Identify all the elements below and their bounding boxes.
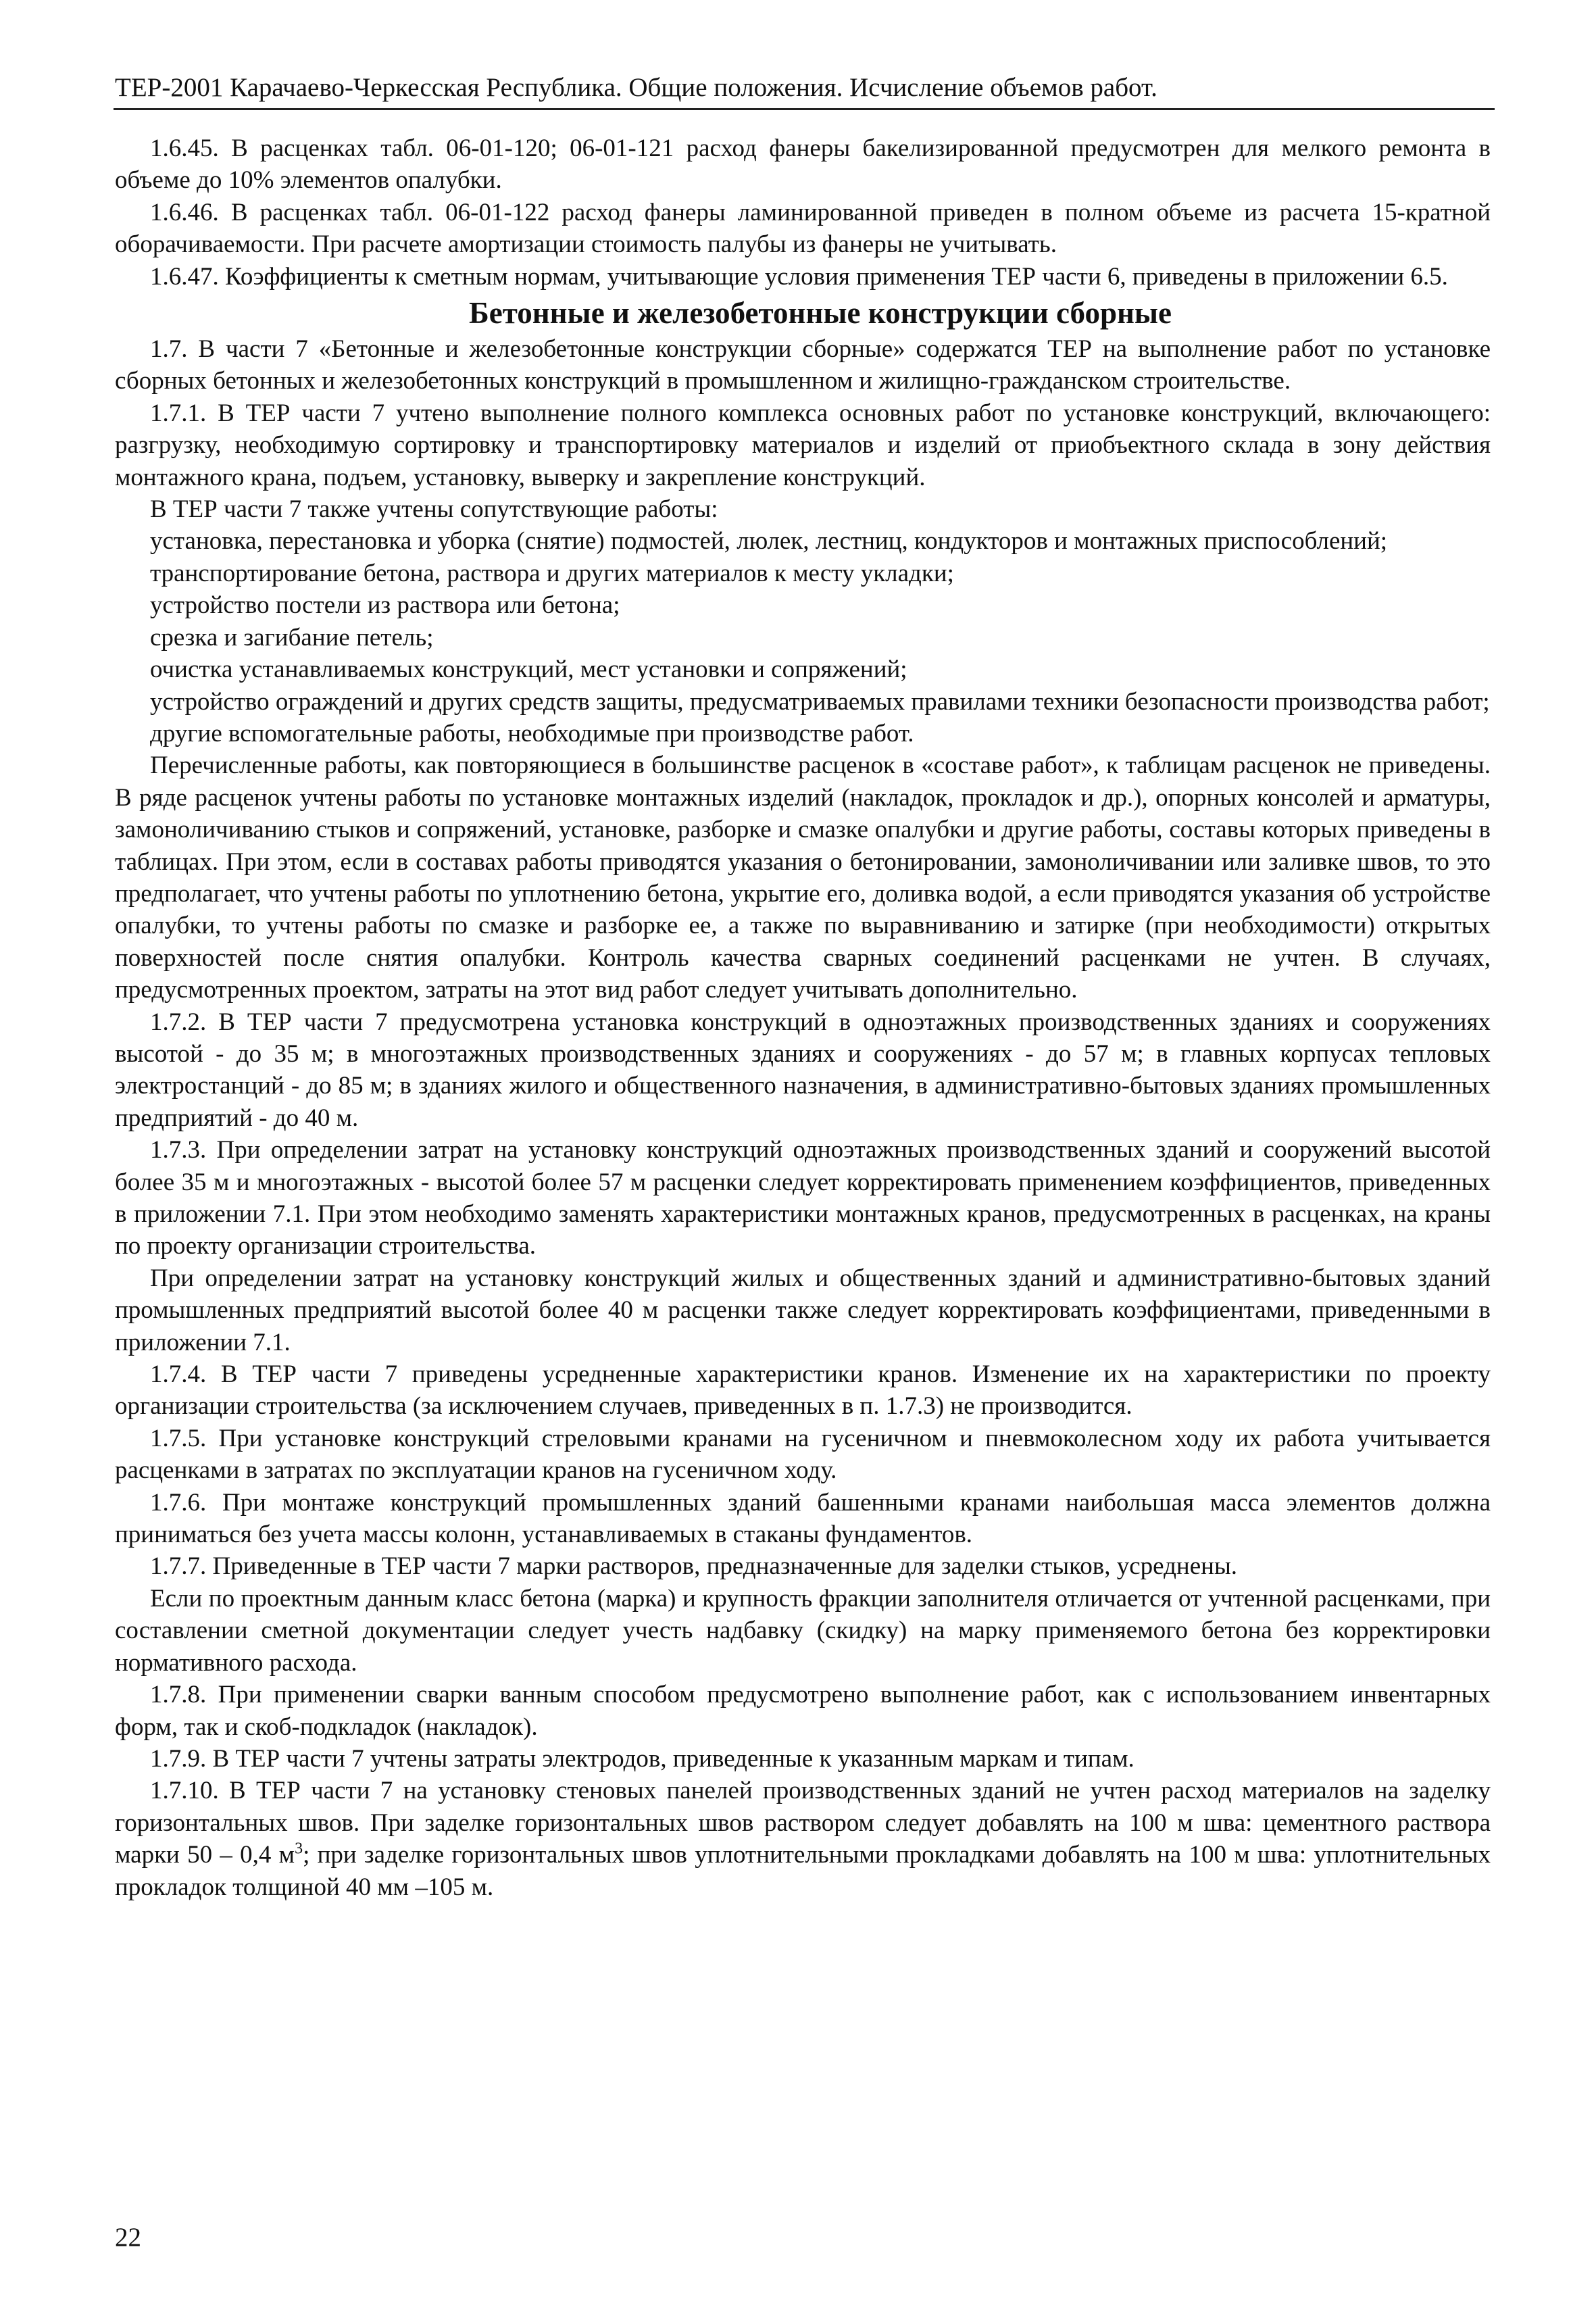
list-item: другие вспомогательные работы, необходимые при производстве работ. (150, 719, 914, 747)
paragraph-1-7-10-text: 1.7.10. В ТЕР части 7 на установку стеновых панелей производственных зданий не учтен расход материалов на заделку горизонтальных швов. При заделке горизонтальных швов раствором следует добавлять на 100 м шва: цементного раствора марки 50 – 0,4 м (115, 1777, 1491, 1869)
paragraph-1-7-7-cont: Если по проектным данным класс бетона (марка) и крупность фракции заполнителя отличается от учтенной расценками, при составлении сметной документации следует учесть надбавку (скидку) на марку применяемого бетона без корректировки нормативного расхода. (115, 1584, 1491, 1677)
paragraph-1-7-3: 1.7.3. При определении затрат на установку конструкций одноэтажных производственных зданий и сооружений высотой более 35 м и многоэтажных - высотой более 57 м расценки следует корректировать применением коэффициентов, приведенных в приложении 7.1. При этом необходимо заменять характеристики монтажных кранов, предусмотренных в расценках, на краны по проекту организации строительства. (115, 1136, 1491, 1260)
body-text (115, 132, 1491, 1903)
paragraph-1-7-10-text-cont: ; при заделке горизонтальных швов уплотнительными прокладками добавлять на 100 м шва: уплотнительных прокладок толщиной 40 мм –105 м. (115, 1841, 1491, 1901)
section-title: Бетонные и железобетонные конструкции сборные (468, 296, 1172, 330)
paragraph-1-6-47: 1.6.47. Коэффициенты к сметным нормам, учитывающие условия применения ТЕР части 6, приведены в приложении 6.5. (150, 262, 1448, 291)
paragraph-1-7-10 (115, 1775, 1491, 1903)
paragraph-1-7-2: 1.7.2. В ТЕР части 7 предусмотрена установка конструкций в одноэтажных производственных зданиях и сооружениях высотой - до 35 м; в многоэтажных производственных зданиях и сооружениях - до 57 м; в главных корпусах тепловых электростанций - до 85 м; в зданиях жилого и общественного назначения, в административно-бытовых зданиях промышленных предприятий - до 40 м. (115, 1008, 1491, 1132)
paragraph-1-7-6: 1.7.6. При монтаже конструкций промышленных зданий башенными кранами наибольшая масса элементов должна приниматься без учета массы колонн, устанавливаемых в стаканы фундаментов. (115, 1488, 1491, 1549)
paragraph-1-7-4: 1.7.4. В ТЕР части 7 приведены усредненные характеристики кранов. Изменение их на характеристики по проекту организации строительства (за исключением случаев, приведенных в п. 1.7.3) не производится. (115, 1360, 1491, 1421)
running-header: ТЕР-2001 Карачаево-Черкесская Республика. Общие положения. Исчисление объемов работ. (115, 73, 1157, 102)
paragraph-1-7: 1.7. В части 7 «Бетонные и железобетонные конструкции сборные» содержатся ТЕР на выполнение работ по установке сборных бетонных и железобетонных конструкций в промышленном и жилищно-гражданском строительстве. (115, 335, 1491, 395)
list-item: транспортирование бетона, раствора и других материалов к месту укладки; (150, 559, 954, 587)
list-item: устройство ограждений и других средств защиты, предусматриваемых правилами техники безопасности производства работ; (150, 687, 1490, 716)
paragraph-1-7-9: 1.7.9. В ТЕР части 7 учтены затраты электродов, приведенные к указанным маркам и типам. (150, 1744, 1134, 1773)
header-rule (114, 108, 1495, 110)
paragraph-1-6-45: 1.6.45. В расценках табл. 06-01-120; 06-01-121 расход фанеры бакелизированной предусмотрен для мелкого ремонта в объеме до 10% элементов опалубки. (115, 134, 1491, 195)
paragraph-1-7-5: 1.7.5. При установке конструкций стреловыми кранами на гусеничном и пневмоколесном ходу их работа учитывается расценками в затратах по эксплуатации кранов на гусеничном ходу. (115, 1424, 1491, 1485)
list-item: установка, перестановка и уборка (снятие) подмостей, люлек, лестниц, кондукторов и монтажных приспособлений; (150, 527, 1388, 556)
paragraph-1-7-7: 1.7.7. Приведенные в ТЕР части 7 марки растворов, предназначенные для заделки стыков, усреднены. (150, 1552, 1238, 1581)
page-number: 22 (115, 2223, 141, 2252)
list-item: устройство постели из раствора или бетона; (150, 591, 620, 620)
superscript: 3 (295, 1840, 303, 1858)
list-item: срезка и загибание петель; (150, 623, 434, 651)
paragraph-1-7-8: 1.7.8. При применении сварки ванным способом предусмотрено выполнение работ, как с использованием инвентарных форм, так и скоб-подкладок (накладок). (115, 1681, 1491, 1741)
paragraph-1-6-46: 1.6.46. В расценках табл. 06-01-122 расход фанеры ламинированной приведен в полном объеме из расчета 15-кратной оборачиваемости. При расчете амортизации стоимость палубы из фанеры не учитывать. (115, 198, 1491, 259)
paragraph-accompanying-works: В ТЕР части 7 также учтены сопутствующие работы: (150, 495, 718, 524)
paragraph-1-7-3-cont: При определении затрат на установку конструкций жилых и общественных зданий и административно-бытовых зданий промышленных предприятий высотой более 40 м расценки также следует корректировать коэффициентами, приведенными в приложении 7.1. (115, 1264, 1491, 1356)
paragraph-1-7-1: 1.7.1. В ТЕР части 7 учтено выполнение полного комплекса основных работ по установке конструкций, включающего: разгрузку, необходимую сортировку и транспортировку материалов и изделий от приобъектного склада в зону действия монтажного крана, подъем, установку, выверку и закрепление конструкций. (115, 399, 1491, 491)
list-item: очистка устанавливаемых конструкций, мест установки и сопряжений; (150, 656, 907, 684)
paragraph-listed-works: Перечисленные работы, как повторяющиеся в большинстве расценок в «составе работ», к таблицам расценок не приведены. В ряде расценок учтены работы по установке монтажных изделий (накладок, прокладок и др.), опорных консолей и арматуры, замоноличиванию стыков и сопряжений, установке, разборке и смазке опалубки и другие работы, составы которых приведены в таблицах. При этом, если в составах работы приводятся указания о бетонировании, замоноличивании или заливке швов, то это предполагает, что учтены работы по уплотнению бетона, укрытие его, доливка водой, а если приводятся указания об устройстве опалубки, то учтены работы по смазке и разборке ее, а также по выравниванию и затирке (при необходимости) открытых поверхностей после снятия опалубки. Контроль качества сварных соединений расценками не учтен. В случаях, предусмотренных проектом, затраты на этот вид работ следует учитывать дополнительно. (115, 752, 1491, 1004)
